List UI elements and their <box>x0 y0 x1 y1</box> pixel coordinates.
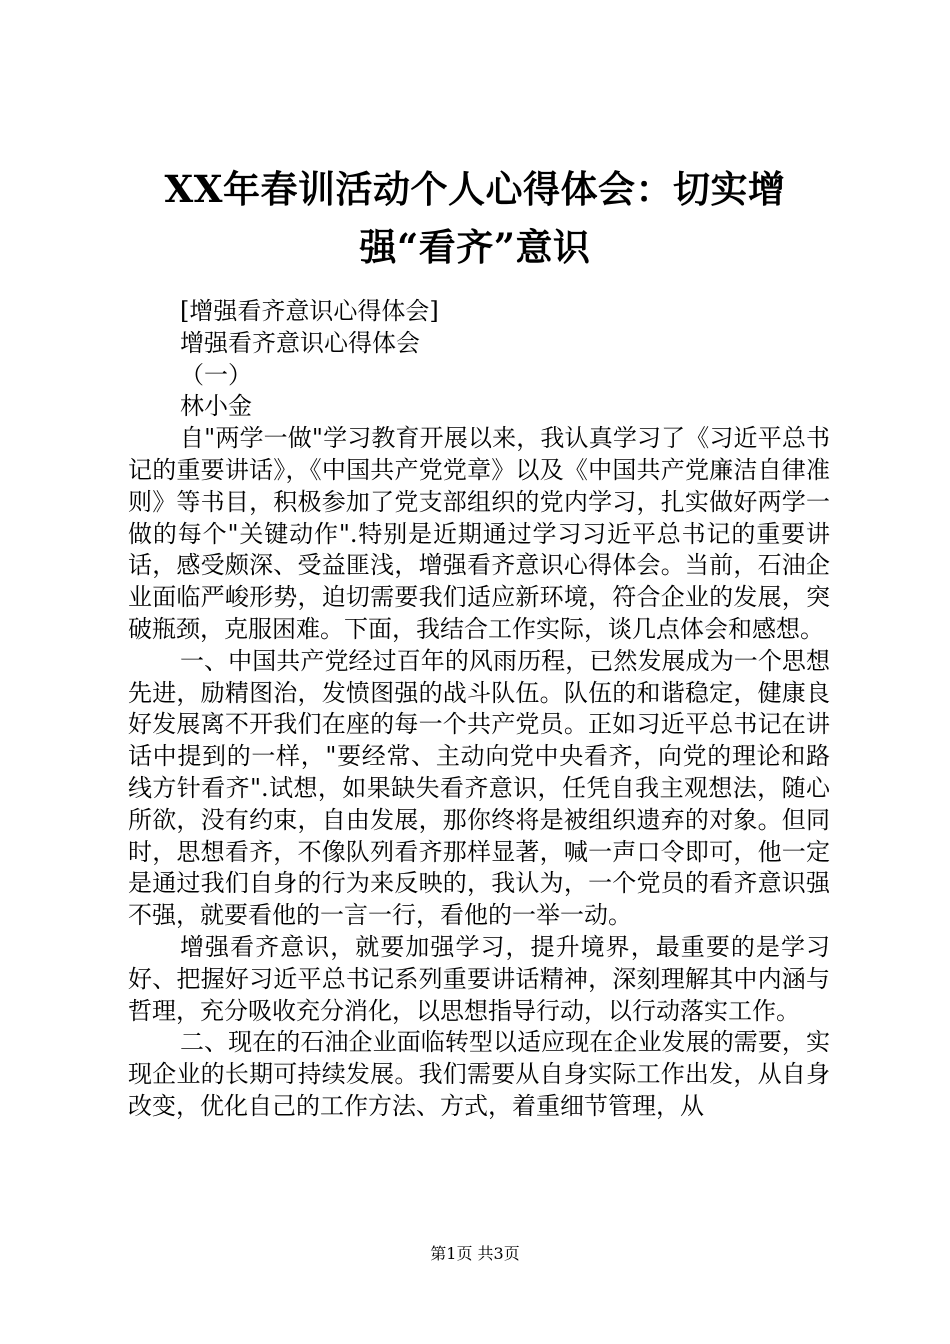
author-name: 林小金 <box>180 392 252 421</box>
paragraph-intro: 自"两学一做"学习教育开展以来，我认真学习了《习近平总书记的重要讲话》，《中国共产党党章》以及《中国共产党廉洁自律准则》等书目，积极参加了党支部组织的党内学习，扎实做好两学一做的每个"关键动作".特别是近期通过学习习近平总书记的重要讲话，感受颇深、受益匪浅，增强看齐意识心得体会。当前，石油企业面临严峻形势，迫切需要我们适应新环境，符合企业的发展，突破瓶颈，克服困难。下面，我结合工作实际，谈几点体会和感想。 <box>128 424 830 643</box>
section-number: （一） <box>180 360 252 389</box>
subtitle: 增强看齐意识心得体会 <box>180 328 420 357</box>
subtitle-bracketed: [增强看齐意识心得体会] <box>180 297 439 325</box>
document-body <box>128 296 830 1123</box>
page-footer: 第1页 共3页 <box>430 1244 520 1263</box>
paragraph-study: 增强看齐意识，就要加强学习，提升境界，最重要的是学习好、把握好习近平总书记系列重要讲话精神，深刻理解其中内涵与哲理，充分吸收充分消化，以思想指导行动，以行动落实工作。 <box>128 932 830 1025</box>
paragraph-point-one: 一、中国共产党经过百年的风雨历程，已然发展成为一个思想先进，励精图治，发愤图强的战斗队伍。队伍的和谐稳定，健康良好发展离不开我们在座的每一个共产党员。正如习近平总书记在讲话中提到的一样，"要经常、主动向党中央看齐，向党的理论和路线方针看齐".试想，如果缺失看齐意识，任凭自我主观想法，随心所欲，没有约束，自由发展，那你终将是被组织遗弃的对象。但同时，思想看齐，不像队列看齐那样显著，喊一声口令即可，他一定是通过我们自身的行为来反映的，我认为，一个党员的看齐意识强不强，就要看他的一言一行，看他的一举一动。 <box>128 646 830 930</box>
paragraph-point-two: 二、现在的石油企业面临转型以适应现在企业发展的需要，实现企业的长期可持续发展。我们需要从自身实际工作出发，从自身改变，优化自己的工作方法、方式，着重细节管理，从 <box>128 1028 830 1120</box>
document-title: XX年春训活动个人心得体会：切实增强“看齐”意识 <box>164 167 786 269</box>
